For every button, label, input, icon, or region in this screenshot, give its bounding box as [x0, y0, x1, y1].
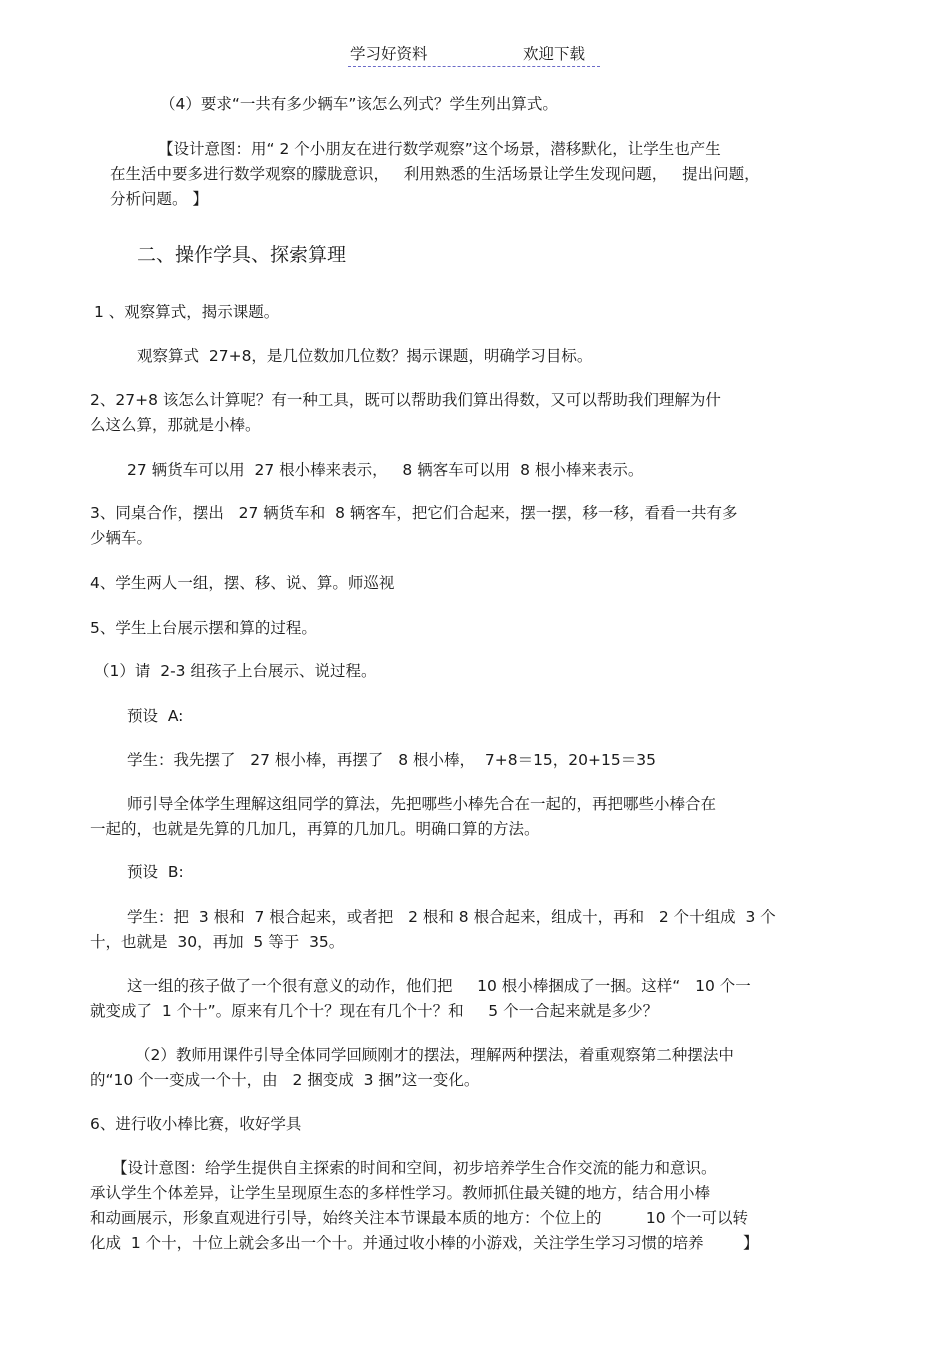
text-line: 的“10 个一变成一个十，由 2 捆变成 3 捆”这一变化。	[90, 1071, 480, 1089]
design-intent-line: 和动画展示，形象直观进行引导，始终关注本节课最本质的地方：个位上的 10 个一可以转	[90, 1209, 748, 1227]
text-line: 1 、观察算式，揭示课题。	[94, 303, 280, 321]
text-line: 师引导全体学生理解这组同学的算法，先把哪些小棒先合在一起的，再把哪些小棒合在	[127, 795, 717, 813]
design-intent-line: 【设计意图：用“ 2 个小朋友在进行数学观察”这个场景，潜移默化，让学生也产生	[158, 140, 721, 158]
text-line: 预设 A:	[127, 707, 184, 725]
text-line: 6、进行收小棒比赛，收好学具	[90, 1115, 302, 1133]
design-intent-line: 在生活中要多进行数学观察的朦胧意识， 利用熟悉的生活场景让学生发现问题， 提出问题，	[110, 165, 760, 183]
text-line: 学生：我先摆了 27 根小棒，再摆了 8 根小棒， 7+8＝15，20+15＝35	[127, 751, 656, 769]
text-line: 27 辆货车可以用 27 根小棒来表示， 8 辆客车可以用 8 根小棒来表示。	[127, 461, 644, 479]
header-right-text: 欢迎下载	[523, 45, 586, 63]
text-line: 观察算式 27+8，是几位数加几位数？揭示课题，明确学习目标。	[137, 347, 593, 365]
text-line: 4、学生两人一组，摆、移、说、算。师巡视	[90, 574, 395, 592]
text-line: 么这么算，那就是小棒。	[90, 416, 261, 434]
text-line: 一起的，也就是先算的几加几，再算的几加几。明确口算的方法。	[90, 820, 540, 838]
text-line: 3、同桌合作，摆出 27 辆货车和 8 辆客车，把它们合起来，摆一摆，移一移，看看一共有多	[90, 504, 738, 522]
text-line: 学生：把 3 根和 7 根合起来，或者把 2 根和 8 根合起来，组成十，再和 2 个十组成 3 个	[127, 908, 776, 926]
text-line: 就变成了 1 个十”。原来有几个十？现在有几个十？和 5 个一合起来就是多少？	[90, 1002, 659, 1020]
text-line: （1）请 2-3 组孩子上台展示、说过程。	[94, 662, 377, 680]
text-line: （2）教师用课件引导全体同学回顾刚才的摆法，理解两种摆法，着重观察第二种摆法中	[135, 1046, 734, 1064]
design-intent-line: 化成 1 个十，十位上就会多出一个十。并通过收小棒的小游戏，关注学生学习习惯的培养 】	[90, 1234, 759, 1252]
page-header	[348, 38, 600, 67]
text-line: （4）要求“一共有多少辆车”该怎么列式？学生列出算式。	[160, 95, 558, 113]
header-left-text: 学习好资料	[350, 45, 428, 63]
design-intent-line: 【设计意图：给学生提供自主探索的时间和空间，初步培养学生合作交流的能力和意识。	[112, 1159, 717, 1177]
section-heading: 二、操作学具、探索算理	[137, 244, 347, 266]
text-line: 预设 B:	[127, 863, 184, 881]
text-line: 2、27+8 该怎么计算呢？有一种工具，既可以帮助我们算出得数，又可以帮助我们理解为什	[90, 391, 721, 409]
text-line: 十，也就是 30，再加 5 等于 35。	[90, 933, 345, 951]
text-line: 少辆车。	[90, 529, 153, 547]
text-line: 5、学生上台展示摆和算的过程。	[90, 619, 317, 637]
design-intent-line: 分析问题。 】	[110, 190, 208, 208]
design-intent-line: 承认学生个体差异，让学生呈现原生态的多样性学习。教师抓住最关键的地方，结合用小棒	[90, 1184, 711, 1202]
text-line: 这一组的孩子做了一个很有意义的动作，他们把 10 根小棒捆成了一捆。这样“ 10 个一	[127, 977, 751, 995]
